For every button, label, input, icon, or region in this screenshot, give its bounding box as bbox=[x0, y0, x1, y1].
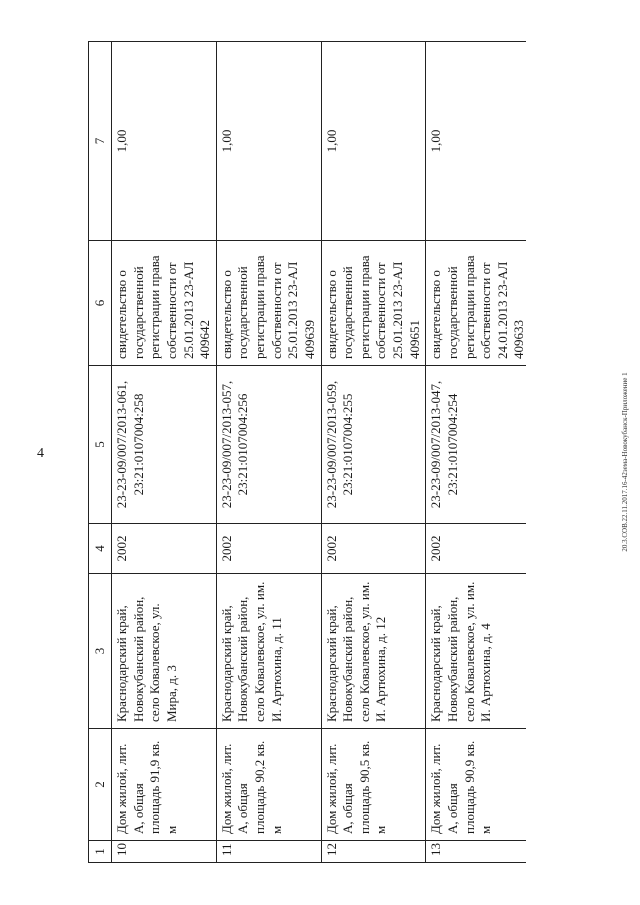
document-reference-note: 20.3.СОВ.22.11.2017.16-42зема-Новокубанск-Приложение 1 bbox=[621, 372, 629, 552]
object-address: Краснодарский край, Новокубанский район, село Ковалевское, ул. им. И. Артюхина, д. 12 bbox=[321, 574, 426, 729]
column-number: 5 bbox=[89, 366, 112, 524]
object-description: Дом жилой, лит. А, общая площадь 91,9 кв. м bbox=[112, 729, 217, 841]
column-number: 3 bbox=[89, 574, 112, 729]
ownership-certificate: свидетельство о государственной регистрации права собственности от 25.01.2013 23-АЛ 409639 bbox=[216, 241, 321, 366]
cadastral-number: 23-23-09/007/2013-047, 23:21:0107004:254 bbox=[426, 366, 526, 524]
construction-year: 2002 bbox=[216, 524, 321, 574]
cadastral-number: 23-23-09/007/2013-061, 23:21:0107004:258 bbox=[112, 366, 217, 524]
column-number: 7 bbox=[89, 42, 112, 241]
object-address: Краснодарский край, Новокубанский район, село Ковалевское, ул. им. И. Артюхина, д. 4 bbox=[426, 574, 526, 729]
column-number: 4 bbox=[89, 524, 112, 574]
ownership-certificate: свидетельство о государственной регистрации права собственности от 25.01.2013 23-АЛ 409651 bbox=[321, 241, 426, 366]
row-number: 13 bbox=[426, 841, 526, 863]
ownership-share: 1,00 bbox=[216, 42, 321, 241]
construction-year: 2002 bbox=[112, 524, 217, 574]
object-address: Краснодарский край, Новокубанский район, село Ковалевское, ул. Мира, д. 3 bbox=[112, 574, 217, 729]
table-row bbox=[426, 42, 526, 863]
rotated-table-wrapper bbox=[88, 41, 526, 863]
construction-year: 2002 bbox=[321, 524, 426, 574]
cadastral-number: 23-23-09/007/2013-057, 23:21:0107004:256 bbox=[216, 366, 321, 524]
object-address: Краснодарский край, Новокубанский район, село Ковалевское, ул. им. И. Артюхина, д. 11 bbox=[216, 574, 321, 729]
table-row bbox=[321, 42, 426, 863]
cadastral-number: 23-23-09/007/2013-059, 23:21:0107004:255 bbox=[321, 366, 426, 524]
column-number: 1 bbox=[89, 841, 112, 863]
ownership-share: 1,00 bbox=[426, 42, 526, 241]
page-number: 4 bbox=[37, 446, 44, 461]
table-row bbox=[112, 42, 217, 863]
ownership-share: 1,00 bbox=[112, 42, 217, 241]
row-number: 12 bbox=[321, 841, 426, 863]
table-frame bbox=[88, 41, 526, 863]
ownership-certificate: свидетельство о государственной регистрации права собственности от 25.01.2013 23-АЛ 409642 bbox=[112, 241, 217, 366]
ownership-share: 1,00 bbox=[321, 42, 426, 241]
object-description: Дом жилой, лит. А, общая площадь 90,9 кв. м bbox=[426, 729, 526, 841]
ownership-certificate: свидетельство о государственной регистрации права собственности от 24.01.2013 23-АЛ 409633 bbox=[426, 241, 526, 366]
construction-year: 2002 bbox=[426, 524, 526, 574]
object-description: Дом жилой, лит. А, общая площадь 90,2 кв. м bbox=[216, 729, 321, 841]
property-registry-table bbox=[88, 41, 526, 863]
row-number: 10 bbox=[112, 841, 217, 863]
column-number-row bbox=[89, 42, 112, 863]
column-number: 2 bbox=[89, 729, 112, 841]
column-number: 6 bbox=[89, 241, 112, 366]
object-description: Дом жилой, лит. А, общая площадь 90,5 кв. м bbox=[321, 729, 426, 841]
row-number: 11 bbox=[216, 841, 321, 863]
table-row bbox=[216, 42, 321, 863]
